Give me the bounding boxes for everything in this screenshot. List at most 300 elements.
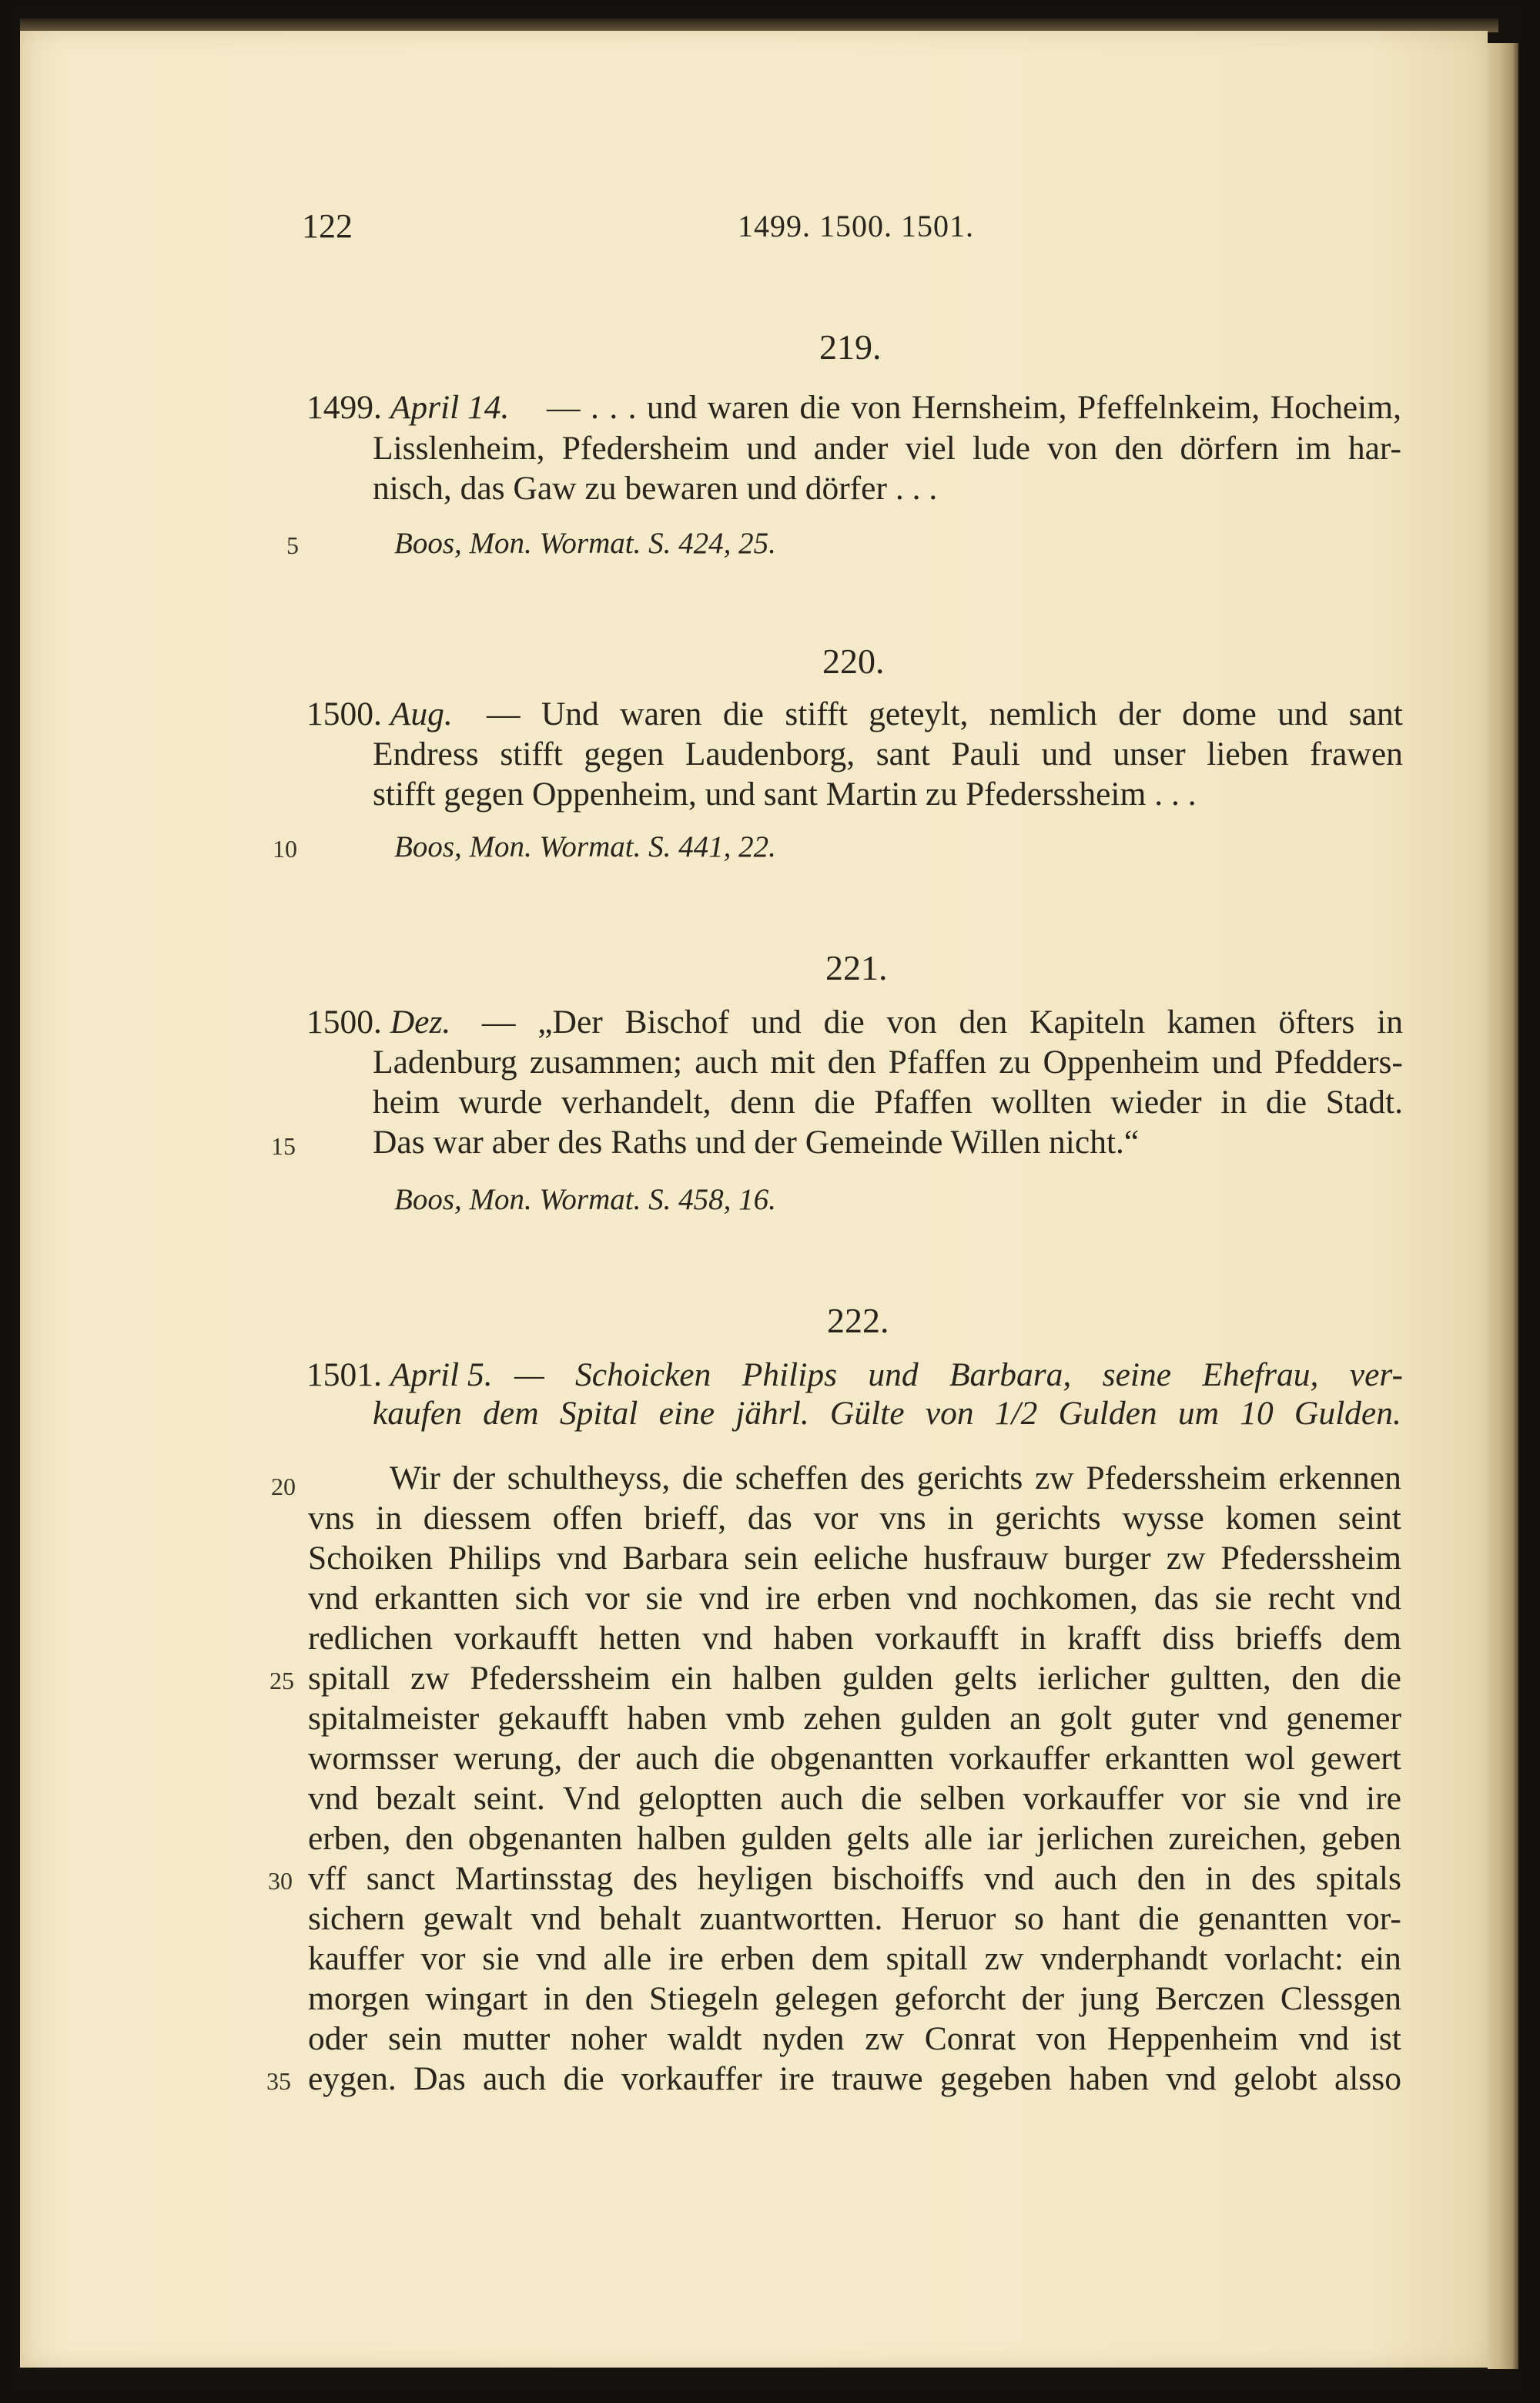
word: Wir: [390, 1460, 440, 1496]
word: spitalmeister: [308, 1700, 480, 1737]
word: —: [514, 1356, 544, 1393]
word: heim: [373, 1084, 440, 1121]
word: Pfedersheim: [561, 430, 730, 467]
word: alle: [603, 1940, 652, 1977]
word: behalt: [599, 1900, 681, 1937]
entry-219-date: 1499. April 14.: [306, 389, 510, 426]
word: erben: [816, 1580, 892, 1617]
word: kauffer: [308, 1940, 404, 1977]
word: auch: [1053, 1860, 1118, 1897]
word: vnd: [698, 1580, 749, 1617]
word: Ladenburg: [373, 1044, 517, 1081]
word: haben: [627, 1700, 708, 1737]
word: erkantten: [1104, 1740, 1230, 1777]
word: vmb: [725, 1700, 785, 1737]
entry-222-date: 1501. April 5.: [306, 1356, 493, 1393]
word: —: [482, 1004, 516, 1041]
word: stifft: [500, 736, 563, 773]
word: dörfern: [1180, 430, 1279, 467]
word: seint.: [473, 1780, 545, 1817]
word: redlichen: [308, 1620, 433, 1657]
word: gulden: [899, 1700, 992, 1737]
word: oder: [308, 2020, 368, 2057]
word: zureichen,: [1168, 1820, 1307, 1857]
word: dem: [811, 1940, 869, 1977]
word: die: [681, 1460, 724, 1496]
word: Lisslenheim,: [373, 430, 545, 467]
word: dem: [483, 1395, 539, 1432]
word: sie: [645, 1580, 683, 1617]
word: den: [1291, 1660, 1341, 1697]
line-number-15: 15: [271, 1132, 296, 1160]
word: schultheyss,: [507, 1460, 671, 1496]
word: sie: [482, 1940, 520, 1977]
word: Gulden.: [1294, 1395, 1401, 1432]
word: offen: [552, 1500, 623, 1537]
word: vor: [813, 1500, 859, 1537]
word: der: [452, 1460, 496, 1496]
word: vnd: [536, 1940, 587, 1977]
line-number-10: 10: [273, 835, 297, 863]
word: vnd: [557, 1540, 608, 1577]
word: Barbara,: [949, 1356, 1072, 1393]
word: eine: [658, 1395, 715, 1432]
word: um: [1177, 1395, 1220, 1432]
word: den: [959, 1004, 1008, 1041]
word: wollten: [991, 1084, 1092, 1121]
entry-220-line-3: stifft gegen Oppenheim, und sant Martin zu Pfederssheim . . .: [373, 776, 1197, 813]
charter-line-1: [390, 1462, 1401, 1496]
word: geben: [1321, 1820, 1401, 1857]
word: sie: [1214, 1580, 1252, 1617]
word: des: [859, 1460, 905, 1496]
word: gultten,: [1170, 1660, 1271, 1697]
word: den: [827, 1044, 876, 1081]
entry-219-line-2: [373, 432, 1401, 466]
word: vns: [879, 1500, 926, 1537]
entry-222-date-detail: April 5.: [390, 1356, 493, 1393]
word: morgen: [308, 1980, 410, 2017]
word: das: [747, 1500, 792, 1537]
word: sanct: [366, 1860, 436, 1897]
charter-line-10: [308, 1822, 1401, 1856]
word: geloptten: [638, 1780, 763, 1817]
charter-line-13: [308, 1942, 1401, 1976]
word: vnderphandt: [1040, 1940, 1208, 1977]
word: brieffs: [1235, 1620, 1323, 1657]
word: auch: [635, 1740, 699, 1777]
word: Hocheim,: [1270, 389, 1401, 426]
word: geforcht: [894, 1980, 1006, 2017]
word: sie: [1243, 1780, 1281, 1817]
word: viel: [905, 430, 956, 467]
word: jährl.: [735, 1395, 809, 1432]
charter-line-6: [308, 1662, 1401, 1696]
word: Endress: [373, 736, 479, 773]
word: und: [751, 1004, 802, 1041]
charter-line-14: [308, 1982, 1401, 2016]
word: sant: [875, 736, 930, 773]
word: zw: [410, 1660, 450, 1697]
word: eygen.: [308, 2060, 397, 2097]
word: zw: [865, 2020, 904, 2057]
entry-219-line-1: [547, 391, 1401, 425]
word: gerichts: [916, 1460, 1023, 1496]
word: den: [405, 1820, 454, 1857]
word: Pfaffen: [888, 1044, 987, 1081]
line-number-35: 35: [266, 2067, 291, 2095]
entry-221-date: 1500. Dez.: [306, 1004, 451, 1041]
entry-221-line-3: [373, 1086, 1403, 1120]
word: nemlich: [989, 695, 1097, 732]
charter-line-12: [308, 1902, 1401, 1936]
word: geteylt,: [869, 695, 969, 732]
word: vor-: [1346, 1900, 1401, 1937]
word: eeliche: [813, 1540, 909, 1577]
word: zuantwortten.: [699, 1900, 883, 1937]
word: und: [746, 430, 797, 467]
word: Ehefrau,: [1202, 1356, 1319, 1393]
word: vns: [308, 1500, 355, 1537]
word: ein: [671, 1660, 712, 1697]
word: recht: [1267, 1580, 1335, 1617]
word: spitals: [1315, 1860, 1401, 1897]
charter-line-11: [308, 1862, 1401, 1896]
word: und: [1211, 1044, 1262, 1081]
charter-line-3: [308, 1542, 1401, 1576]
word: Stiegeln: [648, 1980, 759, 2017]
word: Heppenheim: [1106, 2020, 1279, 2057]
word: „Der: [537, 1004, 603, 1041]
word: vorkauffer: [621, 2060, 762, 2097]
entry-222-title-line-2: [373, 1397, 1401, 1431]
word: vnd: [701, 1620, 753, 1657]
word: hant: [1062, 1900, 1120, 1937]
page-right-edge: [1488, 43, 1518, 2369]
word: scheffen: [735, 1460, 849, 1496]
charter-line-16: [308, 2060, 1401, 2097]
word: vnd: [907, 1580, 958, 1617]
word: zehen: [803, 1700, 882, 1737]
entry-221-line-4: Das war aber des Raths und der Gemeinde Willen nicht.“: [373, 1124, 1140, 1161]
word: Oppenheim: [1043, 1044, 1200, 1081]
word: ver-: [1349, 1356, 1403, 1393]
word: in: [1019, 1620, 1046, 1657]
word: Stadt.: [1325, 1084, 1403, 1121]
word: Gülte: [829, 1395, 905, 1432]
word: genantten: [1197, 1900, 1328, 1937]
word: waldt: [667, 2020, 742, 2057]
word: lude: [972, 430, 1030, 467]
entry-number-219: 219.: [819, 327, 882, 367]
word: erben: [720, 1940, 795, 1977]
word: werung,: [453, 1740, 563, 1777]
word: har-: [1348, 430, 1401, 467]
word: gelts: [953, 1660, 1017, 1697]
word: den: [1137, 1860, 1186, 1897]
word: golt: [1060, 1700, 1112, 1737]
word: stifft: [785, 695, 848, 732]
word: gewalt: [423, 1900, 513, 1937]
word: mit: [770, 1044, 815, 1081]
entry-220-line-1: [487, 695, 1403, 732]
word: wysse: [1122, 1500, 1204, 1537]
word: in: [1205, 1860, 1232, 1897]
entry-219-source: Boos, Mon. Wormat. S. 424, 25.: [394, 527, 776, 560]
word: .: [628, 389, 637, 426]
charter-line-2: [308, 1502, 1401, 1536]
word: Conrat: [924, 2020, 1016, 2057]
word: vorkaufft: [454, 1620, 578, 1657]
word: 1/2: [994, 1395, 1038, 1432]
word: in: [947, 1500, 974, 1537]
word: die: [722, 695, 764, 732]
word: im: [1295, 430, 1331, 467]
word: in: [376, 1500, 403, 1537]
word: ierlicher: [1037, 1660, 1150, 1697]
word: gegen: [584, 736, 665, 773]
word: Vnd: [562, 1780, 621, 1817]
word: vorlacht:: [1224, 1940, 1344, 1977]
word: vnd: [983, 1860, 1035, 1897]
word: Philips: [448, 1540, 541, 1577]
word: Clessgen: [1280, 1980, 1401, 2017]
word: Pfeffelnkeim,: [1077, 389, 1260, 426]
word: halben: [732, 1660, 822, 1697]
word: gulden: [740, 1820, 832, 1857]
word: Heruor: [901, 1900, 996, 1937]
word: nyden: [762, 2020, 845, 2057]
entry-222-title-line-1: [514, 1356, 1403, 1393]
word: Schoicken: [575, 1356, 711, 1393]
word: haben: [773, 1620, 854, 1657]
word: zw: [984, 1940, 1024, 1977]
word: brieff,: [644, 1500, 727, 1537]
word: komen: [1225, 1500, 1317, 1537]
word: ander: [813, 430, 889, 467]
word: auch: [483, 2060, 547, 2097]
word: alle: [924, 1820, 973, 1857]
charter-line-4: [308, 1582, 1401, 1616]
word: heyligen: [697, 1860, 813, 1897]
word: Das: [413, 2060, 466, 2097]
word: wingart: [425, 1980, 528, 2017]
word: von: [1036, 2020, 1087, 2057]
word: wieder: [1110, 1084, 1202, 1121]
word: obgenanten: [467, 1820, 623, 1857]
word: haben: [1069, 2060, 1150, 2097]
word: hetten: [599, 1620, 681, 1657]
word: sant: [1348, 695, 1403, 732]
word: vnd: [308, 1780, 359, 1817]
word: gelobt: [1233, 2060, 1317, 2097]
line-number-20: 20: [271, 1473, 296, 1500]
entry-219-line-3: nisch, das Gaw zu bewaren und dörfer . . .: [373, 470, 938, 507]
word: von: [886, 1004, 937, 1041]
entry-220-source: Boos, Mon. Wormat. S. 441, 22.: [394, 830, 776, 863]
word: seint: [1337, 1500, 1401, 1537]
word: obgenantten: [770, 1740, 934, 1777]
word: wurde: [458, 1084, 543, 1121]
word: vorkauffer: [949, 1740, 1090, 1777]
word: ire: [668, 1940, 704, 1977]
word: der: [1118, 695, 1161, 732]
word: erkennen: [1278, 1460, 1401, 1496]
word: zu: [999, 1044, 1031, 1081]
word: sein: [744, 1540, 798, 1577]
word: vff: [308, 1860, 346, 1897]
word: vor: [420, 1940, 466, 1977]
word: selben: [919, 1780, 1006, 1817]
word: verhandelt,: [561, 1084, 711, 1121]
word: nochkomen,: [973, 1580, 1138, 1617]
word: vorkauffer: [1023, 1780, 1164, 1817]
word: von: [925, 1395, 974, 1432]
entry-221-source: Boos, Mon. Wormat. S. 458, 16.: [394, 1183, 776, 1216]
word: die: [823, 1004, 865, 1041]
charter-line-9: [308, 1782, 1401, 1816]
word: Bischof: [624, 1004, 729, 1041]
word: Pfederssheim: [1086, 1460, 1267, 1496]
word: Laudenborg,: [685, 736, 855, 773]
word: spitall: [308, 1660, 390, 1697]
word: Pfederssheim: [470, 1660, 651, 1697]
running-title: 1499. 1500. 1501.: [738, 209, 974, 243]
word: die: [714, 1740, 755, 1777]
word: der: [1021, 1980, 1065, 2017]
word: waren: [707, 389, 789, 426]
word: erkantten: [374, 1580, 499, 1617]
word: den: [1114, 430, 1163, 467]
entry-220-line-2: [373, 738, 1403, 772]
entry-221-line-1: [482, 1006, 1403, 1040]
word: lieben: [1207, 736, 1289, 773]
word: Pauli: [951, 736, 1020, 773]
word: Martinsstag: [454, 1860, 614, 1897]
word: auch: [780, 1780, 844, 1817]
word: burger: [1063, 1540, 1151, 1577]
entry-221-line-2: [373, 1046, 1403, 1080]
word: die: [563, 2060, 604, 2097]
word: ein: [1360, 1940, 1401, 1977]
word: ire: [765, 1580, 801, 1617]
word: des: [633, 1860, 678, 1897]
word: vor: [584, 1580, 630, 1617]
word: Spital: [559, 1395, 638, 1432]
word: noher: [571, 2020, 648, 2057]
word: sein: [388, 2020, 443, 2057]
word: Kapiteln: [1029, 1004, 1145, 1041]
word: erben,: [308, 1820, 391, 1857]
word: von: [851, 389, 902, 426]
word: kamen: [1167, 1004, 1257, 1041]
word: Hernsheim,: [911, 389, 1067, 426]
word: zusammen;: [529, 1044, 682, 1081]
word: von: [1047, 430, 1098, 467]
word: zw: [1035, 1460, 1074, 1496]
word: —: [547, 389, 581, 426]
word: .: [590, 389, 599, 426]
word: guter: [1130, 1700, 1200, 1737]
word: dem: [1344, 1620, 1401, 1657]
word: öfters: [1278, 1004, 1355, 1041]
entry-number-222: 222.: [827, 1301, 889, 1340]
word: Und: [541, 695, 599, 732]
word: husfrauw: [923, 1540, 1049, 1577]
word: frawen: [1310, 736, 1403, 773]
word: iar: [986, 1820, 1023, 1857]
charter-line-15: [308, 2020, 1401, 2057]
word: den: [584, 1980, 634, 2017]
entry-220-date: 1500. Aug.: [306, 695, 453, 732]
word: gerichts: [995, 1500, 1101, 1537]
entry-number-221: 221.: [825, 948, 888, 987]
word: das: [1153, 1580, 1199, 1617]
word: zw: [1166, 1540, 1206, 1577]
entry-221-date-detail: Dez.: [390, 1004, 451, 1041]
word: unser: [1113, 736, 1186, 773]
word: jung: [1080, 1980, 1140, 2017]
word: Gulden: [1058, 1395, 1157, 1432]
word: ist: [1369, 2020, 1401, 2057]
word: Berczen: [1155, 1980, 1265, 2017]
word: alsso: [1334, 2060, 1401, 2097]
word: jerlichen: [1036, 1820, 1154, 1857]
word: Pfederssheim: [1220, 1540, 1401, 1577]
word: vnd: [308, 1580, 359, 1617]
word: —: [487, 695, 521, 732]
word: Pfedders-: [1274, 1044, 1403, 1081]
word: die: [1138, 1900, 1180, 1937]
word: und: [1277, 695, 1328, 732]
charter-line-7: [308, 1702, 1401, 1736]
word: sichern: [308, 1900, 405, 1937]
word: sich: [514, 1580, 569, 1617]
word: denn: [730, 1084, 795, 1121]
word: trauwe: [832, 2060, 923, 2097]
word: vnd: [531, 1900, 581, 1937]
word: vor: [1180, 1780, 1226, 1817]
word: bezalt: [376, 1780, 456, 1817]
line-number-5: 5: [286, 531, 299, 559]
word: ire: [1366, 1780, 1401, 1817]
page-number: 122: [302, 207, 353, 245]
charter-line-5: [308, 1622, 1401, 1656]
word: Pfaffen: [874, 1084, 973, 1121]
word: gulden: [842, 1660, 934, 1697]
word: seine: [1102, 1356, 1172, 1393]
word: krafft: [1067, 1620, 1141, 1657]
word: vnd: [1298, 2020, 1350, 2057]
word: vnd: [1297, 1780, 1349, 1817]
word: gelegen: [774, 1980, 879, 2017]
word: die: [814, 1084, 855, 1121]
word: die: [1360, 1660, 1401, 1697]
word: gewert: [1310, 1740, 1401, 1777]
word: und: [1041, 736, 1092, 773]
word: die: [1265, 1084, 1307, 1121]
word: 10: [1240, 1395, 1274, 1432]
word: vorkaufft: [875, 1620, 999, 1657]
word: Philips: [742, 1356, 837, 1393]
word: gekaufft: [497, 1700, 609, 1737]
word: spitall: [886, 1940, 968, 1977]
entry-219-date-detail: April 14.: [390, 389, 510, 426]
word: waren: [620, 695, 702, 732]
entry-number-220: 220.: [822, 642, 885, 681]
word: mutter: [462, 2020, 551, 2057]
word: in: [1220, 1084, 1247, 1121]
